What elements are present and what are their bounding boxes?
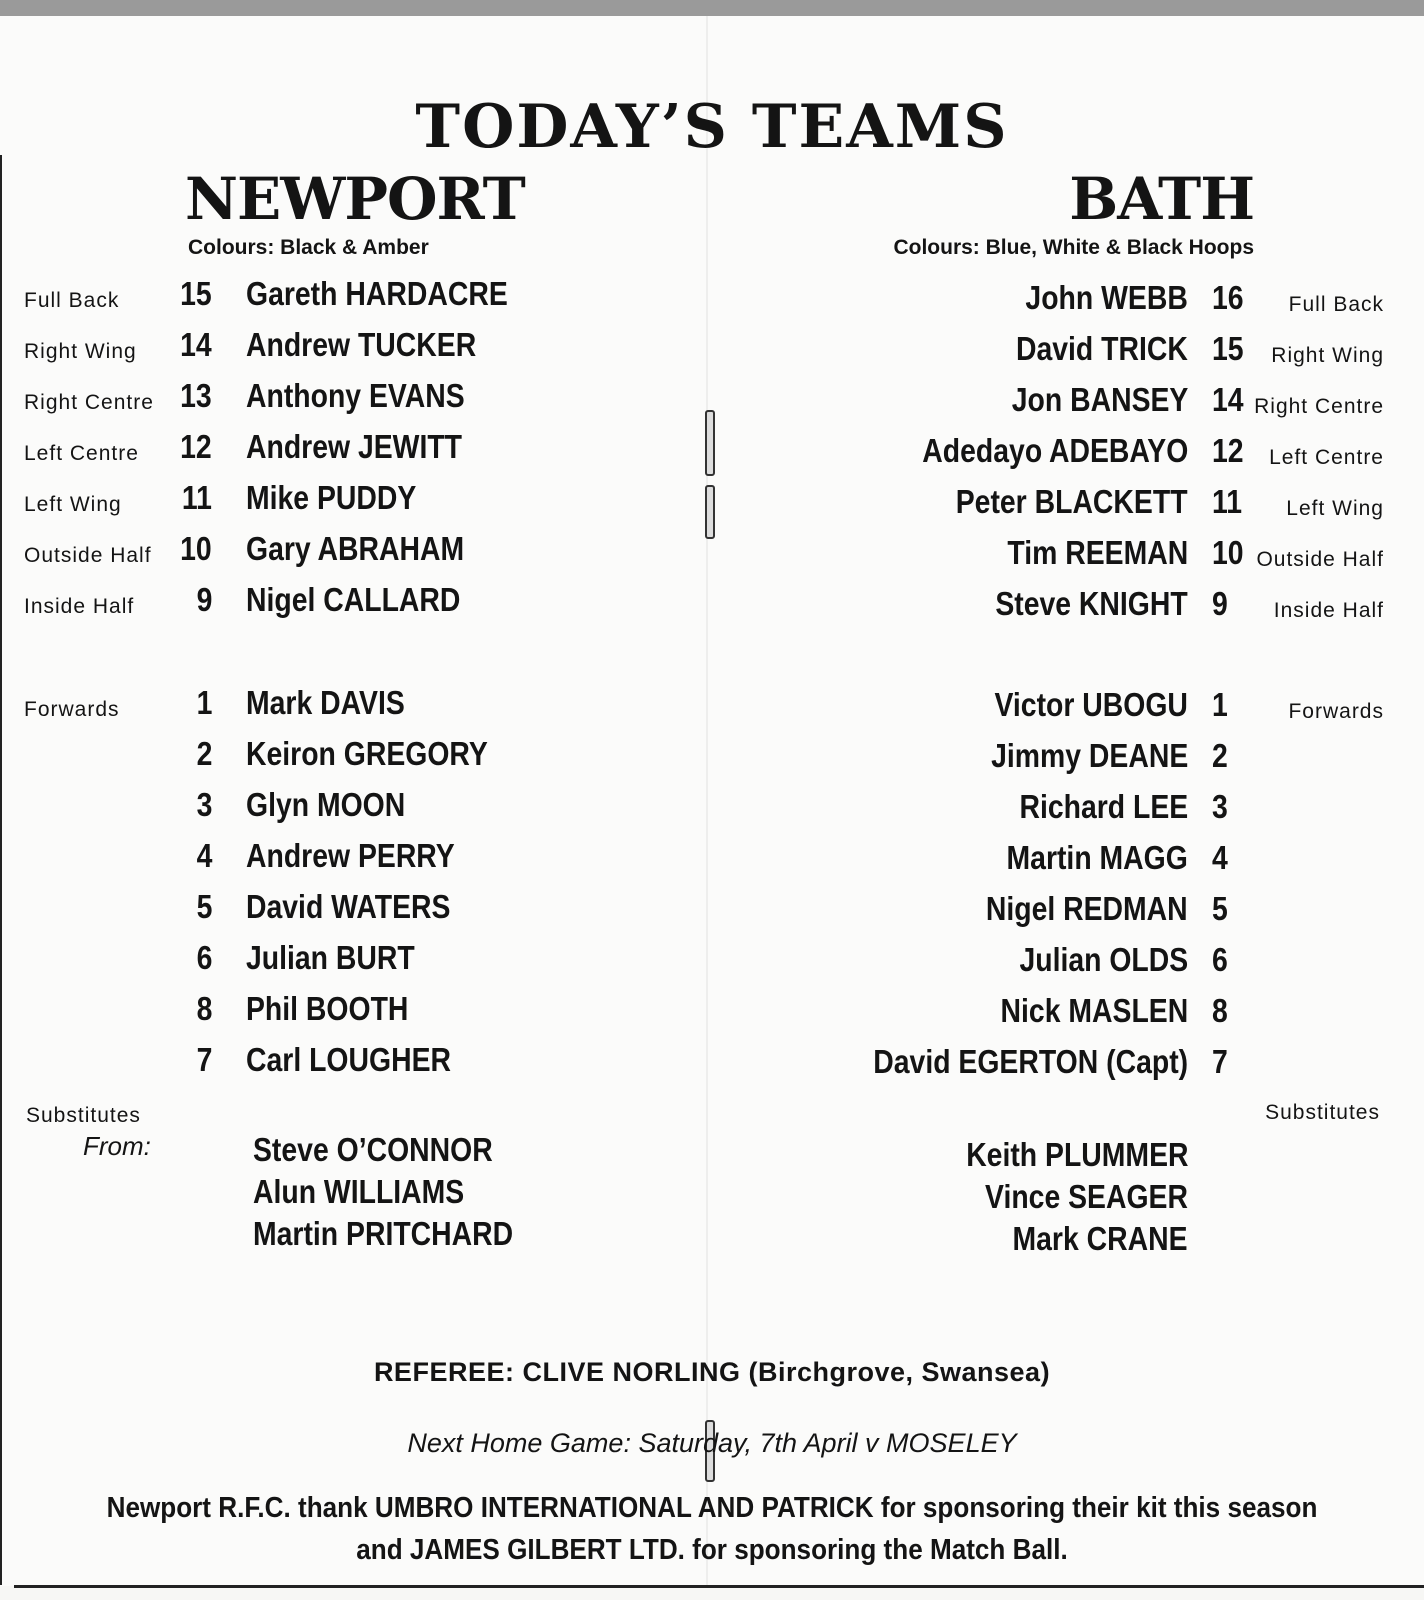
player-name: Jon BANSEY <box>1011 381 1188 418</box>
position-label: Right Wing <box>1271 344 1384 367</box>
newport-player-row <box>0 479 710 525</box>
position-label: Left Wing <box>1286 497 1384 520</box>
player-name: Andrew TUCKER <box>246 326 477 363</box>
shirt-number: 4 <box>196 837 212 874</box>
bath-substitute: Mark CRANE <box>1012 1220 1188 1257</box>
player-name: Phil BOOTH <box>246 990 409 1027</box>
bath-forward-row <box>710 686 1424 732</box>
position-label: Left Centre <box>24 442 139 465</box>
bath-forward-row <box>710 737 1424 783</box>
next-home-game: Next Home Game: Saturday, 7th April v MOSELEY <box>407 1428 1017 1458</box>
shirt-number: 16 <box>1212 279 1244 316</box>
newport-substitute: Alun WILLIAMS <box>253 1173 465 1210</box>
player-name: Julian BURT <box>246 939 415 976</box>
shirt-number: 12 <box>180 428 212 465</box>
player-name: Peter BLACKETT <box>956 483 1188 520</box>
player-name: Anthony EVANS <box>246 377 465 414</box>
newport-forward-row <box>0 939 710 985</box>
bath-player-row <box>710 279 1424 325</box>
position-label: Full Back <box>24 289 120 312</box>
newport-substitutes-label: Substitutes <box>26 1104 141 1127</box>
newport-forward-row <box>0 684 710 730</box>
shirt-number: 10 <box>1212 534 1244 571</box>
sponsor-line-1: Newport R.F.C. thank UMBRO INTERNATIONAL AND PATRICK for sponsoring their kit this season <box>106 1492 1318 1524</box>
bath-forward-row <box>710 788 1424 834</box>
position-label: Outside Half <box>24 544 152 567</box>
player-name: Nick MASLEN <box>1000 992 1188 1029</box>
player-name: John WEBB <box>1025 279 1188 316</box>
player-name: David WATERS <box>246 888 451 925</box>
shirt-number: 11 <box>1212 483 1243 520</box>
player-name: Richard LEE <box>1019 788 1188 825</box>
shirt-number: 15 <box>180 275 212 312</box>
player-name: Keiron GREGORY <box>246 735 488 772</box>
player-name: David EGERTON (Capt) <box>873 1043 1188 1080</box>
player-name: Glyn MOON <box>246 786 406 823</box>
newport-substitute: Martin PRITCHARD <box>253 1215 514 1252</box>
player-name: David TRICK <box>1016 330 1188 367</box>
player-name: Mike PUDDY <box>246 479 417 516</box>
shirt-number: 5 <box>1212 890 1228 927</box>
newport-substitute: Steve O’CONNOR <box>253 1131 493 1168</box>
position-label: Full Back <box>1288 293 1384 316</box>
bath-colours: Colours: Blue, White & Black Hoops <box>893 236 1254 259</box>
player-name: Steve KNIGHT <box>995 585 1188 622</box>
shirt-number: 14 <box>180 326 212 363</box>
newport-colours: Colours: Black & Amber <box>188 236 429 259</box>
shirt-number: 12 <box>1212 432 1244 469</box>
page-title: TODAY’S TEAMS <box>415 92 1009 162</box>
bottom-border-rule <box>14 1585 1424 1588</box>
bath-forward-row <box>710 1043 1424 1089</box>
player-name: Martin MAGG <box>1006 839 1188 876</box>
newport-forward-row <box>0 735 710 781</box>
newport-forward-row <box>0 990 710 1036</box>
forwards-label: Forwards <box>1288 700 1384 723</box>
shirt-number: 7 <box>1212 1043 1228 1080</box>
shirt-number: 7 <box>196 1041 212 1078</box>
shirt-number: 3 <box>1212 788 1228 825</box>
bath-player-row <box>710 330 1424 376</box>
bath-player-row <box>710 381 1424 427</box>
referee-line: REFEREE: CLIVE NORLING (Birchgrove, Swansea) <box>373 1357 1051 1387</box>
position-label: Right Wing <box>24 340 137 363</box>
shirt-number: 9 <box>196 581 212 618</box>
shirt-number: 4 <box>1212 839 1228 876</box>
bath-forward-row <box>710 890 1424 936</box>
shirt-number: 15 <box>1212 330 1244 367</box>
shirt-number: 3 <box>196 786 212 823</box>
position-label: Left Centre <box>1269 446 1384 469</box>
player-name: Tim REEMAN <box>1007 534 1188 571</box>
shirt-number: 8 <box>196 990 212 1027</box>
player-name: Nigel REDMAN <box>986 890 1188 927</box>
newport-team-name: NEWPORT <box>185 165 525 233</box>
bath-player-row <box>710 483 1424 529</box>
scan-top-edge <box>0 0 1424 16</box>
bath-forward-row <box>710 941 1424 987</box>
shirt-number: 2 <box>1212 737 1228 774</box>
player-name: Julian OLDS <box>1019 941 1188 978</box>
bath-player-row <box>710 534 1424 580</box>
bath-player-row <box>710 585 1424 631</box>
position-label: Inside Half <box>1273 599 1384 622</box>
player-name: Andrew JEWITT <box>246 428 463 465</box>
position-label: Inside Half <box>24 595 135 618</box>
player-name: Gareth HARDACRE <box>246 275 508 312</box>
player-name: Jimmy DEANE <box>990 737 1188 774</box>
position-label: Left Wing <box>24 493 122 516</box>
player-name: Victor UBOGU <box>994 686 1188 723</box>
shirt-number: 5 <box>196 888 212 925</box>
shirt-number: 2 <box>196 735 212 772</box>
newport-player-row <box>0 581 710 627</box>
newport-forward-row <box>0 1041 710 1087</box>
newport-player-row <box>0 275 710 321</box>
bath-team-name: BATH <box>1069 165 1254 233</box>
bath-forward-row <box>710 839 1424 885</box>
position-label: Outside Half <box>1256 548 1384 571</box>
shirt-number: 6 <box>1212 941 1228 978</box>
player-name: Andrew PERRY <box>246 837 455 874</box>
shirt-number: 9 <box>1212 585 1228 622</box>
shirt-number: 14 <box>1212 381 1244 418</box>
player-name: Nigel CALLARD <box>246 581 461 618</box>
newport-forward-row <box>0 888 710 934</box>
position-label: Right Centre <box>24 391 154 414</box>
newport-forward-row <box>0 786 710 832</box>
position-label: Right Centre <box>1254 395 1384 418</box>
sponsor-line-2: and JAMES GILBERT LTD. for sponsoring the Match Ball. <box>356 1534 1068 1566</box>
bath-substitute: Keith PLUMMER <box>965 1136 1188 1173</box>
shirt-number: 8 <box>1212 992 1228 1029</box>
shirt-number: 1 <box>1212 686 1228 723</box>
newport-player-row <box>0 530 710 576</box>
shirt-number: 1 <box>196 684 212 721</box>
shirt-number: 10 <box>180 530 212 567</box>
forwards-label: Forwards <box>24 698 120 721</box>
shirt-number: 11 <box>181 479 212 516</box>
bath-substitute: Vince SEAGER <box>985 1178 1188 1215</box>
newport-player-row <box>0 428 710 474</box>
newport-player-row <box>0 326 710 372</box>
player-name: Adedayo ADEBAYO <box>922 432 1188 469</box>
bath-player-row <box>710 432 1424 478</box>
player-name: Gary ABRAHAM <box>246 530 465 567</box>
player-name: Mark DAVIS <box>246 684 405 721</box>
shirt-number: 13 <box>180 377 212 414</box>
from-label: From: <box>83 1131 151 1161</box>
bath-forward-row <box>710 992 1424 1038</box>
shirt-number: 6 <box>196 939 212 976</box>
bath-substitutes-label: Substitutes <box>1265 1101 1380 1124</box>
newport-forward-row <box>0 837 710 883</box>
newport-player-row <box>0 377 710 423</box>
player-name: Carl LOUGHER <box>246 1041 452 1078</box>
